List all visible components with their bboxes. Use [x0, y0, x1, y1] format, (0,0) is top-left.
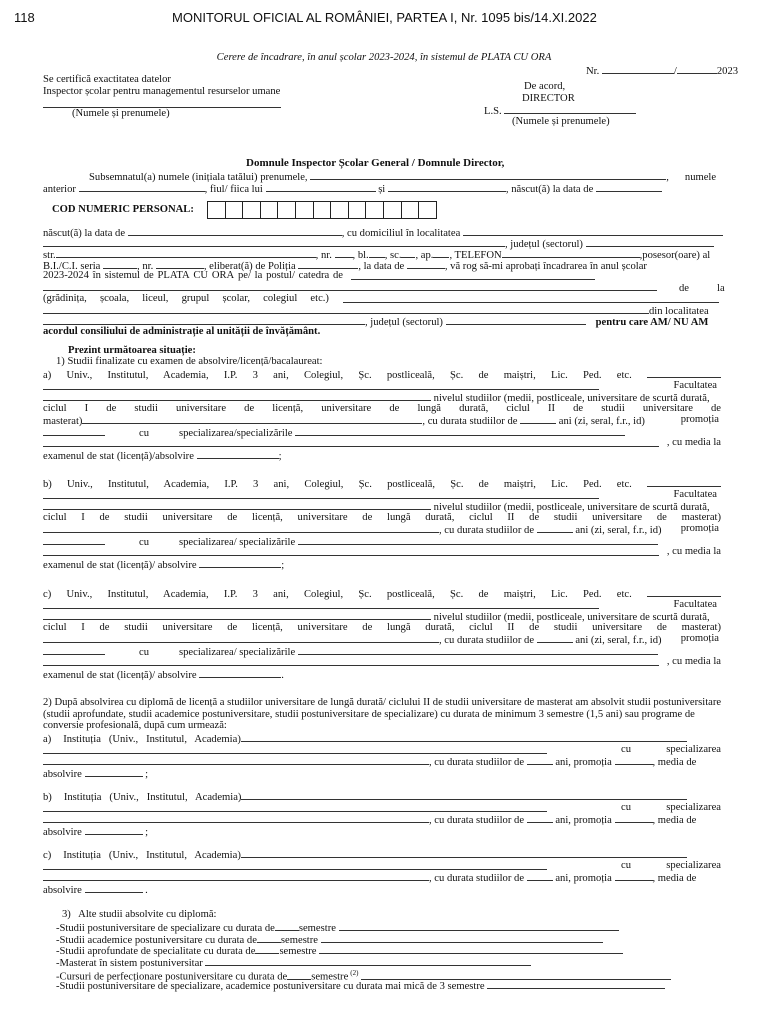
blank-field[interactable]: [205, 956, 531, 966]
text: , fiul/ fiica lui: [204, 184, 263, 195]
promotion-field[interactable]: [43, 535, 105, 545]
text: examenul de stat (licență)/ absolvire: [43, 670, 197, 681]
text: , cu durata studiilor de: [429, 815, 525, 826]
text: Univ., Institutul, Academia, I.P. 3 ani, Colegiul, Șc. postliceală, Șc. de maiștri, Lic. Ped. etc.: [66, 589, 632, 600]
cnp-box[interactable]: [225, 201, 244, 219]
street-field[interactable]: [56, 248, 316, 258]
text: b): [43, 792, 52, 803]
text: , județul (sectorul): [505, 239, 583, 250]
cnp-label: COD NUMERIC PERSONAL:: [52, 204, 194, 215]
post-field-2[interactable]: [43, 281, 657, 291]
text: ani (zi, seral, f.r., id): [575, 525, 662, 536]
nr-sep: /: [673, 66, 677, 77]
blank-field[interactable]: [43, 860, 547, 870]
exam-grade-field[interactable]: [199, 668, 281, 678]
promotion-field[interactable]: [615, 871, 653, 881]
text: ;: [145, 769, 149, 780]
father-name-field[interactable]: [266, 182, 376, 192]
text: , județul (sectorul): [365, 317, 443, 328]
text: -Studii postuniversitare de specializare, academice postuniversitare cu durata mai mică de 3 semestre: [56, 980, 485, 992]
text: examenul de stat (licență)/ absolvire: [43, 560, 197, 571]
journal-title: MONITORUL OFICIAL AL ROMÂNIEI, PARTEA I, Nr. 1095 bis/14.XI.2022: [172, 10, 597, 25]
line-consent: acordul consiliului de administrație al unității de învățământ.: [43, 326, 321, 337]
form-line: examenul de stat (licență)/absolvire ;: [43, 451, 282, 462]
form-line: [43, 883, 721, 897]
exam-grade-field[interactable]: [197, 449, 279, 459]
text: cu: [621, 802, 631, 813]
text: , vă rog să-mi aprobați încadrarea în anul școlar: [444, 261, 647, 272]
text: cu: [139, 537, 149, 548]
institution-field[interactable]: [241, 790, 687, 800]
text: , cu domiciliul în localitatea: [341, 228, 461, 239]
text: școala,: [100, 293, 130, 304]
institution-type-field[interactable]: [647, 587, 721, 597]
text: , media de: [652, 815, 697, 826]
text: la: [717, 283, 725, 294]
institution-type-field[interactable]: [647, 477, 721, 487]
blank-field[interactable]: [43, 437, 659, 447]
promotion-field[interactable]: [615, 813, 653, 823]
blank-field[interactable]: [487, 979, 665, 989]
text: ani, promoția: [555, 815, 612, 826]
certification-line1: Se certifică exactitatea datelor: [43, 74, 171, 85]
specialization-field[interactable]: [298, 645, 658, 655]
section3-title: 3) Alte studii absolvite cu diplomă:: [62, 909, 217, 920]
text: , cu durata studiilor de: [429, 873, 525, 884]
text: , sc.: [384, 250, 402, 261]
blank-field[interactable]: [43, 380, 599, 390]
director-name-label: (Numele și prenumele): [512, 116, 610, 127]
text: .: [145, 885, 148, 896]
text: nivelul studiilor (medii, postliceale, universitare de scurtă durată,: [433, 393, 710, 404]
text: , cu media la: [666, 546, 721, 557]
registration-number: [586, 64, 738, 78]
text: , cu media la: [666, 656, 721, 667]
text: absolvire: [43, 827, 82, 838]
id-number-field[interactable]: [156, 259, 204, 269]
duration-field[interactable]: [257, 933, 281, 943]
specialization-field[interactable]: [298, 535, 658, 545]
faculty-field[interactable]: [43, 500, 431, 510]
text: , cu durata studiilor de: [439, 635, 535, 646]
nr-field-addr[interactable]: [335, 248, 353, 258]
text: ,: [666, 172, 669, 183]
text: ,posesor(oare) al: [639, 250, 711, 261]
text: cu: [139, 647, 149, 658]
text: nivelul studiilor (medii, postliceale, universitare de scurtă durată,: [433, 612, 710, 623]
text: Instituția (Univ., Institutul, Academia): [63, 734, 241, 745]
birth-date-field[interactable]: [596, 182, 662, 192]
text: promoția: [680, 633, 719, 644]
birth-date-field-2[interactable]: [128, 226, 342, 236]
previous-name-field[interactable]: [79, 182, 205, 192]
text: nivelul studiilor (medii, postliceale, universitare de scurtă durată,: [433, 502, 710, 513]
text: a): [43, 734, 52, 745]
id-series-field[interactable]: [103, 259, 137, 269]
inspector-name-field[interactable]: [43, 98, 281, 108]
cnp-box[interactable]: [260, 201, 279, 219]
blank-field[interactable]: [43, 755, 429, 765]
text: specializarea: [666, 860, 721, 871]
text: Univ., Institutul, Academia, I.P. 3 ani, Colegiul, Șc. postliceală, Șc. de maiștri, Lic. Ped. etc.: [66, 370, 632, 381]
text: pe/: [237, 270, 251, 281]
text: semestre: [311, 971, 349, 983]
text: , media de: [652, 873, 697, 884]
duration-field[interactable]: [527, 813, 553, 823]
ls-label: L.S.: [484, 106, 502, 117]
form-line: examenul de stat (licență)/ absolvire ;: [43, 560, 285, 571]
text: (grădinița,: [43, 293, 87, 304]
text: Instituția (Univ., Institutul, Academia): [63, 792, 242, 803]
blank-field[interactable]: [321, 933, 603, 943]
county-field[interactable]: [586, 237, 714, 247]
text: grupul: [181, 293, 210, 304]
exam-grade-field[interactable]: [199, 558, 281, 568]
duration-field[interactable]: [520, 414, 556, 424]
cnp-box[interactable]: [330, 201, 349, 219]
section2-line3: conversie profesională, după cum urmează:: [43, 720, 227, 731]
text: ;: [145, 827, 149, 838]
text: din localitatea: [649, 306, 709, 317]
text: , la data de: [358, 261, 405, 272]
promotion-field[interactable]: [615, 755, 653, 765]
blank-field[interactable]: [43, 546, 659, 556]
section2-line2: (studii aprofundate, studii academice postuniversitare, studii postuniversitare de specializare) cu durata de minimum 3 semestre (1,5 ani) sau programe de: [43, 709, 695, 720]
bl-field[interactable]: [369, 248, 385, 258]
text: -Cursuri de perfecționare postuniversitare cu durata de: [56, 971, 288, 983]
nr-year: 2023: [716, 66, 739, 77]
institution-type-field[interactable]: [647, 368, 721, 378]
form-line: examenul de stat (licență)/ absolvire .: [43, 670, 284, 681]
text: ciclul I de studii universitare de licență, universitare de lungă durată, ciclul II de studii universitare de masterat): [43, 512, 721, 523]
text: , născut(ă) la data de: [505, 184, 594, 195]
faculty-field[interactable]: [43, 391, 431, 401]
promotion-field[interactable]: [43, 426, 105, 436]
text: postul/: [266, 270, 295, 281]
text: sistemul: [104, 270, 140, 281]
blank-field[interactable]: [339, 921, 619, 931]
phone-field[interactable]: [502, 248, 640, 258]
blank-field[interactable]: [43, 744, 547, 754]
text: de: [332, 270, 343, 281]
cnp-box[interactable]: [418, 201, 437, 219]
text: de: [143, 270, 154, 281]
blank-field[interactable]: [43, 599, 599, 609]
cnp-box[interactable]: [277, 201, 296, 219]
text: -Studii academice postuniversitare cu durata de: [56, 934, 257, 946]
certification-line2: Inspector școlar pentru managementul resurselor umane: [43, 86, 281, 97]
text: ciclul I de studii universitare de licență, universitare de lungă durată, ciclul II de studii universitare de: [43, 403, 721, 414]
cnp-box[interactable]: [365, 201, 384, 219]
promotion-field[interactable]: [43, 645, 105, 655]
post-field[interactable]: [351, 270, 595, 280]
text: semestre: [280, 934, 318, 946]
text: Instituția (Univ., Institutul, Academia): [63, 850, 241, 861]
director-name-field[interactable]: [504, 104, 636, 114]
text: specializarea: [666, 744, 721, 755]
text: , nr.: [315, 250, 332, 261]
id-date-field[interactable]: [407, 259, 445, 269]
section2-line1: 2) După absolvirea cu diplomă de licență a studiilor universitare de lungă durată/ ciclului II de studii universitare de masterat am absolvit studii postuniversitare: [43, 697, 722, 708]
text: str.: [43, 250, 56, 261]
text: b): [43, 479, 52, 490]
text: semestre: [279, 946, 317, 957]
text: , cu durata studiilor de: [422, 416, 518, 427]
cnp-box[interactable]: [401, 201, 420, 219]
cnp-box[interactable]: [348, 201, 367, 219]
duration-field[interactable]: [537, 633, 573, 643]
duration-field[interactable]: [255, 944, 279, 954]
text: specializarea: [666, 802, 721, 813]
text: ani (zi, seral, f.r., id): [558, 416, 645, 427]
text: absolvire: [43, 769, 82, 780]
text: ciclul I de studii universitare de licență, universitare de lungă durată, ciclul II de studii universitare de masterat): [43, 622, 721, 633]
institution-field-2[interactable]: [43, 304, 649, 314]
text: c): [43, 589, 52, 600]
text: ani, promoția: [555, 757, 612, 768]
locality-field[interactable]: [463, 226, 723, 236]
cnp-box[interactable]: [295, 201, 314, 219]
cnp-box[interactable]: [383, 201, 402, 219]
text: liceul,: [142, 293, 169, 304]
text: născut(ă) la data de: [43, 228, 126, 239]
text: Facultatea: [673, 380, 717, 391]
blank-field[interactable]: [43, 523, 439, 533]
inspector-name-label: (Numele și prenumele): [72, 108, 170, 119]
text: , eliberat(ă) de Poliția: [203, 261, 296, 272]
institution-locality-field[interactable]: [43, 315, 365, 325]
blank-field[interactable]: [43, 802, 547, 812]
text: -Studii aprofundate de specialitate cu durata de: [56, 946, 256, 957]
situation-s1: 1) Studii finalizate cu examen de absolvire/licență/bacalaureat:: [56, 356, 323, 367]
institution-field[interactable]: [343, 293, 719, 303]
text: , cu media la: [666, 437, 721, 448]
text: (2): [350, 969, 359, 977]
text: promoția: [680, 414, 719, 425]
name-field[interactable]: [310, 170, 666, 180]
ap-field[interactable]: [433, 248, 449, 258]
director-label: DIRECTOR: [522, 93, 575, 104]
text: cu: [621, 744, 631, 755]
text: , TELEFON: [449, 250, 502, 261]
duration-field[interactable]: [537, 523, 573, 533]
duration-field[interactable]: [527, 755, 553, 765]
locality-field-2[interactable]: [43, 237, 505, 247]
text: -Masterat în sistem postuniversitar: [56, 957, 203, 969]
text: pentru care AM/ NU AM: [595, 317, 709, 328]
text: cu: [139, 428, 149, 439]
text: etc.): [310, 293, 329, 304]
text: Univ., Institutul, Academia, I.P. 3 ani, Colegiul, Șc. postliceală, Șc. de maiștri, Lic. Ped. etc.: [67, 479, 632, 490]
text: specializarea/ specializările: [179, 647, 296, 658]
grade-field[interactable]: [85, 767, 143, 777]
blank-field[interactable]: [43, 633, 439, 643]
police-field[interactable]: [298, 259, 358, 269]
blank-field[interactable]: [43, 489, 599, 499]
text: de: [679, 283, 689, 294]
line-previous-name: [43, 182, 721, 196]
text: promoția: [680, 523, 719, 534]
text: Facultatea: [673, 599, 717, 610]
institution-county-field[interactable]: [446, 315, 586, 325]
text: , bl.: [352, 250, 369, 261]
text: anterior: [43, 184, 76, 195]
specialization-field[interactable]: [295, 426, 625, 436]
institution-field[interactable]: [241, 732, 687, 742]
faculty-field[interactable]: [43, 610, 431, 620]
cnp-boxes[interactable]: [208, 201, 437, 219]
cnp-box[interactable]: [207, 201, 226, 219]
text: , cu durata studiilor de: [439, 525, 535, 536]
text: și: [378, 184, 386, 195]
text: examenul de stat (licență)/absolvire: [43, 451, 194, 462]
blank-field[interactable]: [43, 813, 429, 823]
institution-field[interactable]: [241, 848, 687, 858]
cnp-box[interactable]: [313, 201, 332, 219]
text: la: [254, 270, 263, 281]
text: ani (zi, seral, f.r., id): [575, 635, 662, 646]
form-line: [43, 825, 721, 839]
grade-field[interactable]: [85, 825, 143, 835]
sc-field[interactable]: [401, 248, 415, 258]
text: -Studii postuniversitare de specializare cu durata de: [56, 923, 275, 934]
text: semestre: [298, 923, 336, 934]
text: , media de: [652, 757, 697, 768]
blank-field[interactable]: [319, 944, 623, 954]
salutation: Domnule Inspector Școlar General / Domnule Director,: [246, 157, 505, 169]
text: B.I./C.I. seria: [43, 261, 101, 272]
nr-label: Nr.: [586, 66, 600, 77]
mother-name-field[interactable]: [388, 182, 506, 192]
text: cu: [621, 860, 631, 871]
text: PLATA: [157, 270, 190, 281]
form-subtitle: Cerere de încadrare, în anul școlar 2023-2024, în sistemul de PLATA CU ORA: [216, 52, 552, 63]
text: specializarea/ specializările: [179, 537, 296, 548]
text: catedra: [298, 270, 330, 281]
text: numele: [684, 172, 717, 183]
blank-field[interactable]: [82, 414, 422, 424]
text: în: [92, 270, 101, 281]
text: masterat): [43, 416, 83, 427]
text: absolvire: [43, 885, 82, 896]
section3-item: [56, 979, 665, 993]
nr-field-2[interactable]: [677, 64, 717, 74]
page-number: 118: [14, 10, 35, 25]
text: ani, promoția: [555, 873, 612, 884]
text: Subsemnatul(a) numele (inițiala tatălui) prenumele,: [89, 172, 308, 183]
text: , cu durata studiilor de: [429, 757, 525, 768]
text: , nr.: [137, 261, 154, 272]
text: 2023-2024: [43, 270, 89, 281]
text: specializarea/specializările: [179, 428, 293, 439]
text: școlar,: [222, 293, 250, 304]
text: , ap.: [415, 250, 434, 261]
cnp-box[interactable]: [242, 201, 261, 219]
nr-field[interactable]: [602, 64, 674, 74]
form-line: [43, 767, 721, 781]
situation-title: Prezint următoarea situație:: [68, 345, 196, 356]
text: CU: [193, 270, 209, 281]
blank-field[interactable]: [43, 871, 429, 881]
duration-field[interactable]: [527, 871, 553, 881]
duration-field[interactable]: [275, 921, 299, 931]
text: ORA: [211, 270, 235, 281]
text: a): [43, 370, 52, 381]
page-header: [8, 10, 760, 28]
grade-field[interactable]: [85, 883, 143, 893]
blank-field[interactable]: [43, 656, 659, 666]
text: c): [43, 850, 52, 861]
agree-label: De acord,: [524, 81, 566, 92]
text: colegiul: [263, 293, 298, 304]
text: Facultatea: [673, 489, 717, 500]
